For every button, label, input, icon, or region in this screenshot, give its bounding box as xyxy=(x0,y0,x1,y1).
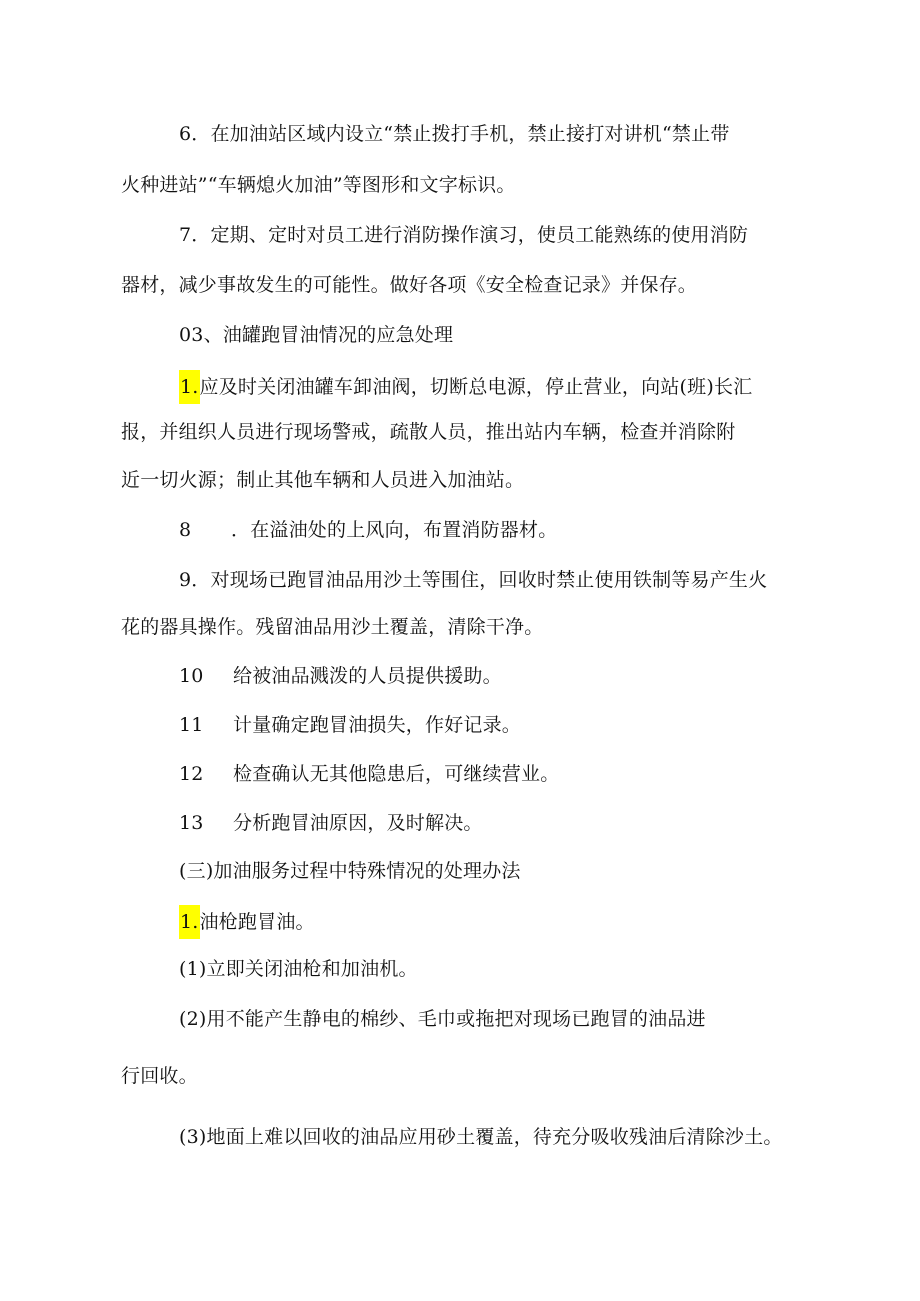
paragraph-line: (1)立即关闭油枪和加油机。 xyxy=(179,958,418,980)
paragraph-line: (2)用不能产生静电的棉纱、毛巾或拖把对现场已跑冒的油品进 xyxy=(179,1008,706,1030)
paragraph-line: 7．定期、定时对员工进行消防操作演习，使员工能熟练的使用消防 xyxy=(179,224,749,246)
paragraph-line: 火种进站”“车辆熄火加油”等图形和文字标识。 xyxy=(121,174,516,196)
item-number: 13 xyxy=(179,812,204,834)
item-number: 10 xyxy=(179,665,204,687)
item-text: 检查确认无其他隐患后，可继续营业。 xyxy=(233,763,560,785)
list-item xyxy=(179,810,483,836)
paragraph-text: 应及时关闭油罐车卸油阀，切断总电源，停止营业，向站(班)长汇 xyxy=(199,376,753,398)
paragraph-line: 器材，减少事故发生的可能性。做好各项《安全检查记录》并保存。 xyxy=(121,274,698,296)
item-text: 分析跑冒油原因，及时解决。 xyxy=(233,812,483,834)
item-text: 给被油品溅泼的人员提供援助。 xyxy=(233,665,502,687)
item-text: ．在溢油处的上风向，布置消防器材。 xyxy=(231,519,558,541)
item-number: 12 xyxy=(179,763,204,785)
paragraph-line: 近一切火源；制止其他车辆和人员进入加油站。 xyxy=(121,469,525,491)
list-item xyxy=(179,663,502,689)
highlighted-number: 1. xyxy=(179,370,200,404)
paragraph-text: 油枪跑冒油。 xyxy=(199,911,315,933)
paragraph-line: 行回收。 xyxy=(121,1065,198,1087)
item-number: 11 xyxy=(179,714,204,736)
paragraph-line: 花的器具操作。残留油品用沙土覆盖，清除干净。 xyxy=(121,616,544,638)
paragraph-line: 6．在加油站区域内设立“禁止拨打手机，禁止接打对讲机“禁止带 xyxy=(179,123,730,145)
section-heading: (三)加油服务过程中特殊情况的处理办法 xyxy=(179,860,521,882)
paragraph-line: (3)地面上难以回收的油品应用砂土覆盖，待充分吸收残油后清除沙土。 xyxy=(179,1126,783,1148)
paragraph-line: 报，并组织人员进行现场警戒，疏散人员，推出站内车辆，检查并消除附 xyxy=(121,421,736,443)
item-number: 8 xyxy=(179,519,192,541)
section-heading: 03、油罐跑冒油情况的应急处理 xyxy=(179,324,454,346)
paragraph-line xyxy=(179,905,315,939)
highlighted-number: 1. xyxy=(179,905,200,939)
list-item xyxy=(179,712,521,738)
list-item xyxy=(179,517,557,543)
paragraph-line xyxy=(179,370,752,404)
item-text: 计量确定跑冒油损失，作好记录。 xyxy=(233,714,522,736)
list-item xyxy=(179,761,559,787)
paragraph-line: 9．对现场已跑冒油品用沙土等围住，回收时禁止使用铁制等易产生火 xyxy=(179,569,768,591)
